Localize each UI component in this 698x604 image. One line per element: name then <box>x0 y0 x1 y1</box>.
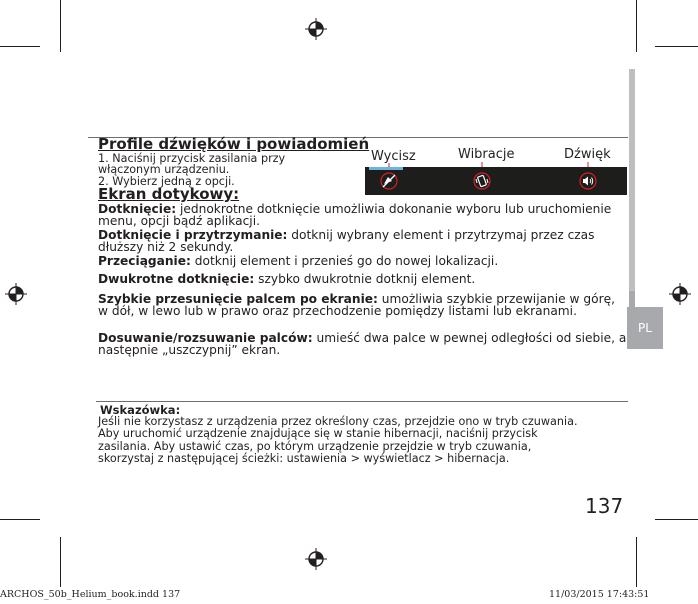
vibrate-icon[interactable] <box>473 172 491 190</box>
term: Przeciąganie: <box>98 254 191 268</box>
registration-mark-icon <box>5 283 27 305</box>
term: Dotknięcie: <box>98 202 177 216</box>
slug-filename: ARCHOS_50b_Helium_book.indd 137 <box>0 589 181 600</box>
tip-body <box>98 416 626 466</box>
crop-mark <box>636 537 637 587</box>
page-number: 137 <box>585 494 624 518</box>
tip-line: zasilania. Aby ustawić czas, po którym urządzenie przejdzie w tryb czuwania, <box>98 439 532 453</box>
mode-bar-accent <box>369 167 403 170</box>
list-item <box>98 294 628 317</box>
crop-mark <box>655 519 698 520</box>
tip-line: skorzystaj z następującej ścieżki: ustawienia > wyświetlacz > hibernacja. <box>98 452 510 466</box>
step-1-line-2: włączonym urządzeniu. <box>98 163 230 176</box>
definition: dotknij wybrany element i przytrzymaj przez czas dłuższy niż 2 sekundy. <box>98 228 595 254</box>
list-item <box>98 256 628 268</box>
section-title-sound-profiles: Profile dźwięków i powiadomień <box>98 135 370 153</box>
mode-label-vibrate: Wibracje <box>458 147 515 162</box>
crop-mark <box>60 0 61 52</box>
side-bar <box>629 69 635 291</box>
section-title-touchscreen: Ekran dotykowy: <box>98 185 240 203</box>
tip-title: Wskazówka: <box>100 403 181 417</box>
tip-divider <box>96 401 628 402</box>
mode-label-mute: Wycisz <box>371 149 416 164</box>
sound-mode-bar <box>365 167 627 195</box>
mode-label-sound: Dźwięk <box>564 147 611 162</box>
registration-mark-icon <box>669 283 691 305</box>
definition: umożliwia szybkie przewijanie w górę, w dół, w lewo lub w prawo oraz przechodzenie pomiędzy listami lub ekranami. <box>98 292 615 318</box>
crop-mark <box>60 537 61 587</box>
definition: umieść dwa palce w pewnej odległości od siebie, a następnie „uszczypnij” ekran. <box>98 331 627 357</box>
crop-mark <box>636 0 637 52</box>
crop-mark <box>0 46 40 47</box>
tip-line: Jeśli nie korzystasz z urządzenia przez określony czas, przejdzie ono w tryb czuwania. <box>98 415 578 428</box>
slug-datetime: 11/03/2015 17:43:51 <box>549 589 650 600</box>
registration-mark-icon <box>305 18 327 40</box>
term: Dwukrotne dotknięcie: <box>98 272 255 286</box>
crop-mark <box>655 46 698 47</box>
list-item <box>98 204 628 227</box>
sound-icon[interactable] <box>579 172 597 190</box>
definition: jednokrotne dotknięcie umożliwia dokonanie wyboru lub uruchomienie menu, opcji bądź aplikacji. <box>98 202 612 228</box>
definition: dotknij element i przenieś go do nowej lokalizacji. <box>190 254 499 268</box>
mute-icon[interactable] <box>380 172 398 190</box>
crop-mark <box>0 519 40 520</box>
tip-line: Aby uruchomić urządzenie znajdujące się w stanie hibernacji, naciśnij przycisk <box>98 427 538 441</box>
list-item <box>98 274 628 286</box>
list-item <box>98 333 628 356</box>
registration-mark-icon <box>305 548 327 570</box>
term: Dotknięcie i przytrzymanie: <box>98 228 288 242</box>
definition: szybko dwukrotnie dotknij element. <box>254 272 476 286</box>
list-item <box>98 230 628 253</box>
term: Dosuwanie/rozsuwanie palców: <box>98 331 313 345</box>
step-2: 2. Wybierz jedną z opcji. <box>98 175 235 188</box>
side-bar <box>629 291 635 307</box>
term: Szybkie przesunięcie palcem po ekranie: <box>98 292 378 306</box>
language-tab: PL <box>627 307 663 349</box>
step-1-line-1: 1. Naciśnij przycisk zasilania przy <box>98 152 286 165</box>
